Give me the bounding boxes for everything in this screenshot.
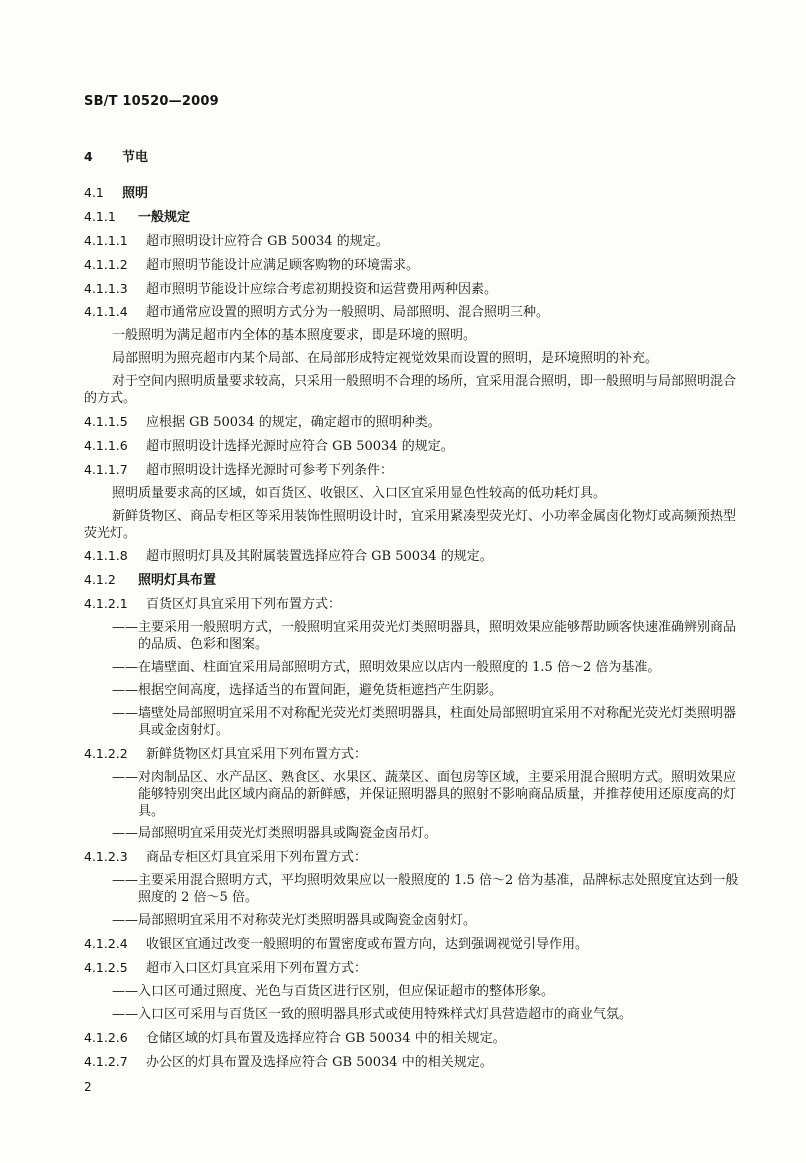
clause-text: 超市入口区灯具宜采用下列布置方式： [146,960,368,976]
clause-number: 4.1.1.7 [84,461,128,477]
clause-h4 [84,232,744,250]
dash-list-item [84,912,744,929]
clause-h4 [84,935,744,953]
dash-item-text: 入口区可采用与百货区一致的照明器具形式或使用特殊样式灯具营造超市的商业气氛。 [138,1006,633,1022]
dash-list-item [84,619,744,653]
dash-list-item [84,659,744,676]
dash-item-text: 局部照明宜采用荧光灯类照明器具或陶瓷金卤吊灯。 [138,826,438,842]
standard-code-header: SB/T 10520—2009 [84,94,219,109]
clause-text: 收银区宜通过改变一般照明的布置密度或布置方向，达到强调视觉引导作用。 [146,937,589,953]
em-dash-marker: —— [112,826,138,842]
clause-number: 4.1.2.5 [84,959,128,975]
dash-item-text: 在墙壁面、柱面宜采用局部照明方式，照明效果应以店内一般照度的 1.5 倍～2 倍为基准。 [138,660,661,676]
section-number: 4 [84,149,93,164]
clause-h4 [84,959,744,977]
clause-number: 4.1.1.5 [84,414,128,430]
document-body [84,148,744,1076]
clause-h4 [84,1053,744,1071]
clause-list [84,184,744,1071]
clause-text: 照明灯具布置 [138,573,217,589]
clause-text: 超市通常应设置的照明方式分为一般照明、局部照明、混合照明三种。 [146,305,550,321]
clause-number: 4.1 [84,185,104,200]
clause-h4 [84,280,744,298]
clause-number: 4.1.2.7 [84,1053,128,1069]
dash-list-item [84,682,744,699]
clause-number: 4.1.2.3 [84,849,128,865]
dash-list-item [84,705,744,739]
clause-h2 [84,184,744,202]
clause-h4 [84,547,744,565]
clause-h4 [84,1029,744,1047]
dash-list-item [84,983,744,1000]
em-dash-marker: —— [112,705,138,721]
clause-text: 超市照明设计选择光源时可参考下列条件： [146,462,394,478]
clause-text: 应根据 GB 50034 的规定，确定超市的照明种类。 [146,415,441,431]
dash-item-text: 入口区可通过照度、光色与百货区进行区别，但应保证超市的整体形象。 [138,983,555,999]
clause-number: 4.1.2.4 [84,936,128,952]
clause-h4 [84,437,744,455]
clause-h4 [84,413,744,431]
em-dash-marker: —— [112,983,138,999]
clause-number: 4.1.2.2 [84,745,128,761]
clause-text: 新鲜货物区灯具宜采用下列布置方式： [146,746,368,762]
body-paragraph: 局部照明为照亮超市内某个局部、在局部形成特定视觉效果而设置的照明，是环境照明的补充。 [112,351,659,367]
clause-text: 百货区灯具宜采用下列布置方式： [146,597,342,613]
clause-h4 [84,848,744,866]
em-dash-marker: —— [112,620,138,636]
em-dash-marker: —— [112,913,138,929]
clause-h4 [84,461,744,479]
clause-number: 4.1.1.6 [84,437,128,453]
clause-h4 [84,745,744,763]
em-dash-marker: —— [112,660,138,676]
dash-item-text: 主要采用混合照明方式，平均照明效果应以一般照度的 1.5 倍～2 倍为基准，品牌标志处照度宜达到一般照度的 2 倍～5 倍。 [138,873,739,906]
clause-number: 4.1.1.8 [84,548,128,564]
clause-h3 [84,208,744,226]
clause-number: 4.1.1.3 [84,280,128,296]
dash-item-text: 对肉制品区、水产品区、熟食区、水果区、蔬菜区、面包房等区域，主要采用混合照明方式。照明效果应能够特别突出此区域内商品的新鲜感，并保证照明器具的照射不影响商品质量，并推荐使用还原度高的灯具。 [138,769,737,819]
dash-item-text: 局部照明宜采用不对称荧光灯类照明器具或陶瓷金卤射灯。 [138,913,477,929]
clause-number: 4.1.1.4 [84,304,128,320]
clause-number: 4.1.1.1 [84,232,128,248]
em-dash-marker: —— [112,1006,138,1022]
body-paragraph: 新鲜货物区、商品专柜区等采用装饰性照明设计时，宜采用紧凑型荧光灯、小功率金属卤化物灯或高频预热型荧光灯。 [84,508,737,541]
clause-number: 4.1.1 [84,208,116,224]
dash-list-item [84,825,744,842]
clause-text: 超市照明节能设计应满足顾客购物的环境需求。 [146,257,420,273]
dash-list-item [84,769,744,820]
clause-text: 一般规定 [138,209,191,225]
em-dash-marker: —— [112,873,138,889]
clause-text: 仓储区域的灯具布置及选择应符合 GB 50034 中的相关规定。 [146,1030,506,1046]
clause-text: 办公区的灯具布置及选择应符合 GB 50034 中的相关规定。 [146,1054,493,1070]
clause-text: 商品专柜区灯具宜采用下列布置方式： [146,850,368,866]
section-title: 节电 [122,150,149,165]
clause-text: 照明 [122,186,149,201]
dash-list-item [84,1006,744,1023]
dash-item-text: 墙壁处局部照明宜采用不对称配光荧光灯类照明器具，柱面处局部照明宜采用不对称配光荧光灯类照明器具或金卤射灯。 [138,705,737,738]
clause-number: 4.1.2.1 [84,596,128,612]
body-paragraph: 对于空间内照明质量要求较高，只采用一般照明不合理的场所，宜采用混合照明，即一般照明与局部照明混合的方式。 [84,374,737,407]
section-heading [84,148,744,166]
em-dash-marker: —— [112,769,138,785]
dash-item-text: 主要采用一般照明方式，一般照明宜采用荧光灯类照明器具，照明效果应能够帮助顾客快速准确辨别商品的品质、色彩和图案。 [138,620,737,653]
em-dash-marker: —— [112,682,138,698]
clause-h4 [84,256,744,274]
clause-number: 4.1.1.2 [84,256,128,272]
clause-text: 超市照明设计应符合 GB 50034 的规定。 [146,233,389,249]
clause-number: 4.1.2.6 [84,1029,128,1045]
clause-h3 [84,571,744,589]
clause-text: 超市照明节能设计应综合考虑初期投资和运营费用两种因素。 [146,281,498,297]
dash-list-item [84,872,744,906]
body-paragraph: 照明质量要求高的区域，如百货区、收银区、入口区宜采用显色性较高的低功耗灯具。 [112,485,607,501]
body-paragraph: 一般照明为满足超市内全体的基本照度要求，即是环境的照明。 [112,328,477,344]
clause-h4 [84,595,744,613]
page-number: 2 [84,1080,92,1094]
clause-text: 超市照明灯具及其附属装置选择应符合 GB 50034 的规定。 [146,549,493,565]
clause-text: 超市照明设计选择光源时应符合 GB 50034 的规定。 [146,438,454,454]
clause-number: 4.1.2 [84,572,116,588]
clause-h4 [84,303,744,321]
dash-item-text: 根据空间高度，选择适当的布置间距，避免货柜遮挡产生阴影。 [138,682,503,698]
